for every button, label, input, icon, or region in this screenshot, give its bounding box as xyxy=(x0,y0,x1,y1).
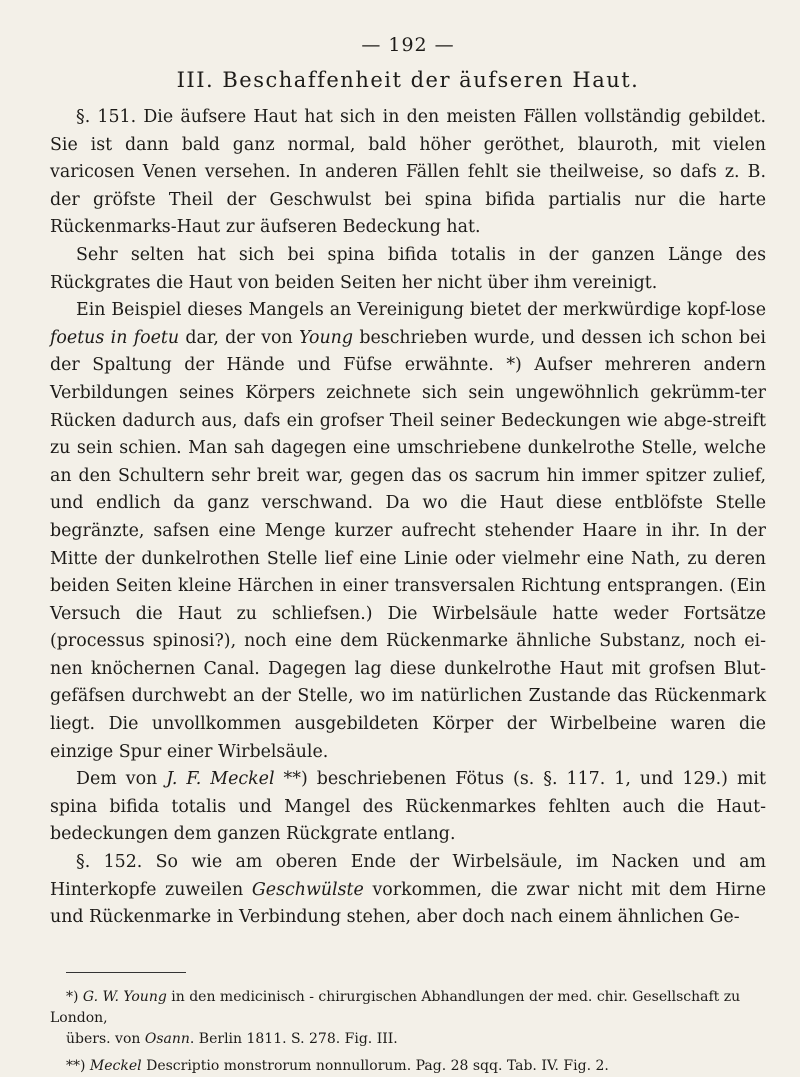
text-run: *) xyxy=(66,988,83,1005)
author-name: G. W. Young xyxy=(82,988,167,1005)
text-run: vorkommen, die zwar nicht mit dem Hirne und Rückenmarke in Verbindung stehen, aber doch nach einem ähnlichen Ge- xyxy=(50,879,766,928)
translator-name: Osann xyxy=(144,1030,190,1047)
italic-term: foetus in foetu xyxy=(50,327,180,348)
text-run: Ein Beispiel dieses Mangels an Vereinigung bietet der merkwürdige kopf-lose xyxy=(76,300,766,321)
footnote-2 xyxy=(50,1056,766,1077)
text-run: Descriptio monstrorum nonnullorum. Pag. 28 sqq. Tab. IV. Fig. 2. xyxy=(141,1057,609,1074)
text-run: Dem von xyxy=(76,769,167,790)
footnote-divider xyxy=(66,972,186,973)
text-run: **) xyxy=(66,1057,90,1074)
section-heading: III. Beschaffenheit der äufseren Haut. xyxy=(176,68,640,92)
page-number: — 192 — xyxy=(361,34,455,56)
body-text xyxy=(50,104,766,932)
text-run: §. 152. So wie am oberen Ende der Wirbelsäule, im Nacken und am Hinterkopfe zuweilen xyxy=(50,852,766,900)
text-run: §. 151. Die äufsere Haut hat sich in den meisten Fällen vollständig gebildet. Sie ist dann bald ganz normal, bald höher geröthet, blauroth, mit vielen varicosen Venen versehen. In anderen Fällen fehlt sie theilweise, so dafs z. B. der gröfste Theil der Geschwulst bei spina bifida partialis nur die harte Rückenmarks-Haut zur äufseren Bedeckung hat. xyxy=(50,107,766,238)
text-run: . Berlin 1811. S. 278. Fig. III. xyxy=(189,1030,398,1047)
text-run: übers. von xyxy=(66,1030,145,1047)
paragraph-2 xyxy=(50,242,766,297)
paragraph-5 xyxy=(50,849,766,932)
text-run: in den medicinisch - chirurgischen Abhandlungen der med. chir. Gesellschaft zu London, xyxy=(50,988,741,1026)
footnotes xyxy=(50,987,766,1077)
paragraph-1 xyxy=(50,104,766,242)
italic-term: Geschwülste xyxy=(251,879,364,900)
author-name: Young xyxy=(299,327,354,348)
paragraph-4 xyxy=(50,766,766,849)
footnote-1 xyxy=(50,987,766,1050)
author-name: Meckel xyxy=(89,1057,142,1074)
footnote-1-continuation xyxy=(50,1029,766,1050)
author-name: J. F. Meckel xyxy=(166,769,275,790)
text-run: Sehr selten hat sich bei spina bifida totalis in der ganzen Länge des Rückgrates die Haut von beiden Seiten her nicht über ihm vereinigt. xyxy=(50,244,766,293)
paragraph-3 xyxy=(50,297,766,766)
text-run: **) beschriebenen Fötus (s. §. 117. 1, und 129.) mit spina bifida totalis und Mangel des Rückenmarkes fehlten auch die Haut-bedeckungen dem ganzen Rückgrate entlang. xyxy=(50,769,766,845)
text-run: dar, der von xyxy=(179,327,300,348)
text-run: beschrieben wurde, und dessen ich schon bei der Spaltung der Hände und Füfse erwähnte. *) Aufser mehreren andern Verbildungen seines Körpers zeichnete sich sein ungewöhnlich gekrümm-ter Rücken dadurch aus, dafs ein grofser Theil seiner Bedeckungen wie abge-streift zu sein schien. Man sah dagegen eine umschriebene dunkelrothe Stelle, welche an den Schultern sehr breit war, gegen das os sacrum hin immer spitzer zulief, und endlich da ganz verschwand. Da wo die Haut diese entblöfste Stelle begränzte, safsen eine Menge kurzer aufrecht stehender Haare in ihr. In der Mitte der dunkelrothen Stelle lief eine Linie oder vielmehr eine Nath, zu deren beiden Seiten kleine Härchen in einer transversalen Richtung entsprangen. (Ein Versuch die Haut zu schliefsen.) Die Wirbelsäule hatte weder Fortsätze (processus spinosi?), noch eine dem Rückenmarke ähnliche Substanz, noch ei-nen knöchernen Canal. Dagegen lag diese dunkelrothe Haut mit grofsen Blut-gefäfsen durchwebt an der Stelle, wo im natürlichen Zustande das Rückenmark liegt. Die unvollkommen ausgebildeten Körper der Wirbelbeine waren die einzige Spur einer Wirbelsäule. xyxy=(50,327,766,762)
